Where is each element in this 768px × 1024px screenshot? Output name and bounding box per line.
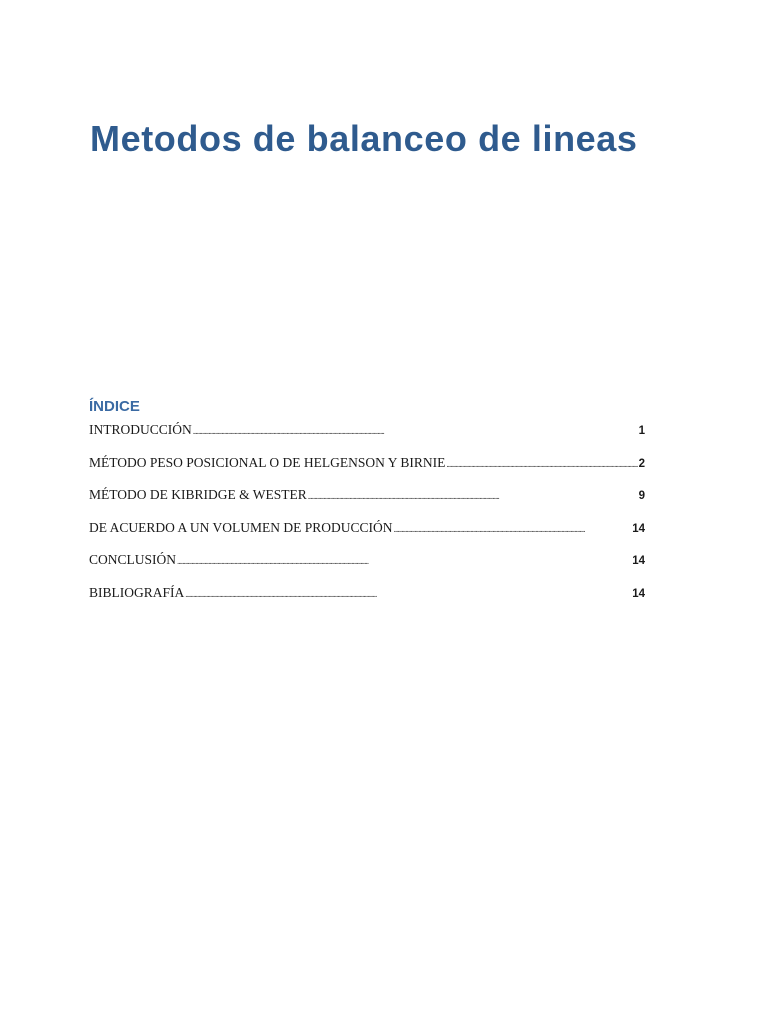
toc-dot-leader [394,524,632,534]
toc-entry-conclusion[interactable] [89,552,645,585]
toc-entry-label: BIBLIOGRAFÍA [89,584,185,600]
table-of-contents [89,398,645,618]
toc-entry-label: CONCLUSIÓN [89,552,177,568]
toc-entry-page: 14 [632,587,645,600]
toc-entry-page: 14 [632,522,645,535]
toc-list [89,422,645,618]
toc-dot-leader [308,491,638,501]
toc-heading: ÍNDICE [89,398,140,415]
toc-entry-page: 2 [638,457,645,470]
toc-entry-page: 9 [638,490,645,503]
toc-entry-metodo-peso-posicional[interactable] [89,455,645,488]
toc-entry-bibliografia[interactable] [89,585,645,618]
toc-dot-leader [185,589,631,599]
toc-entry-label: DE ACUERDO A UN VOLUMEN DE PRODUCCIÓN [89,519,393,535]
toc-entry-page: 1 [638,425,645,437]
toc-dot-leader [177,556,631,566]
toc-dot-leader [193,426,638,436]
document-title: Metodos de balanceo de lineas [90,118,638,159]
toc-entry-volumen-produccion[interactable] [89,520,645,553]
toc-entry-label: MÉTODO DE KIBRIDGE & WESTER [89,487,307,503]
toc-entry-introduccion[interactable] [89,422,645,455]
toc-entry-page: 14 [632,555,645,568]
toc-entry-label: MÉTODO PESO POSICIONAL O DE HELGENSON Y BIRNIE [89,454,446,470]
toc-entry-label: INTRODUCCIÓN [89,422,192,437]
toc-entry-metodo-kibridge-wester[interactable] [89,487,645,520]
toc-dot-leader [446,459,637,469]
